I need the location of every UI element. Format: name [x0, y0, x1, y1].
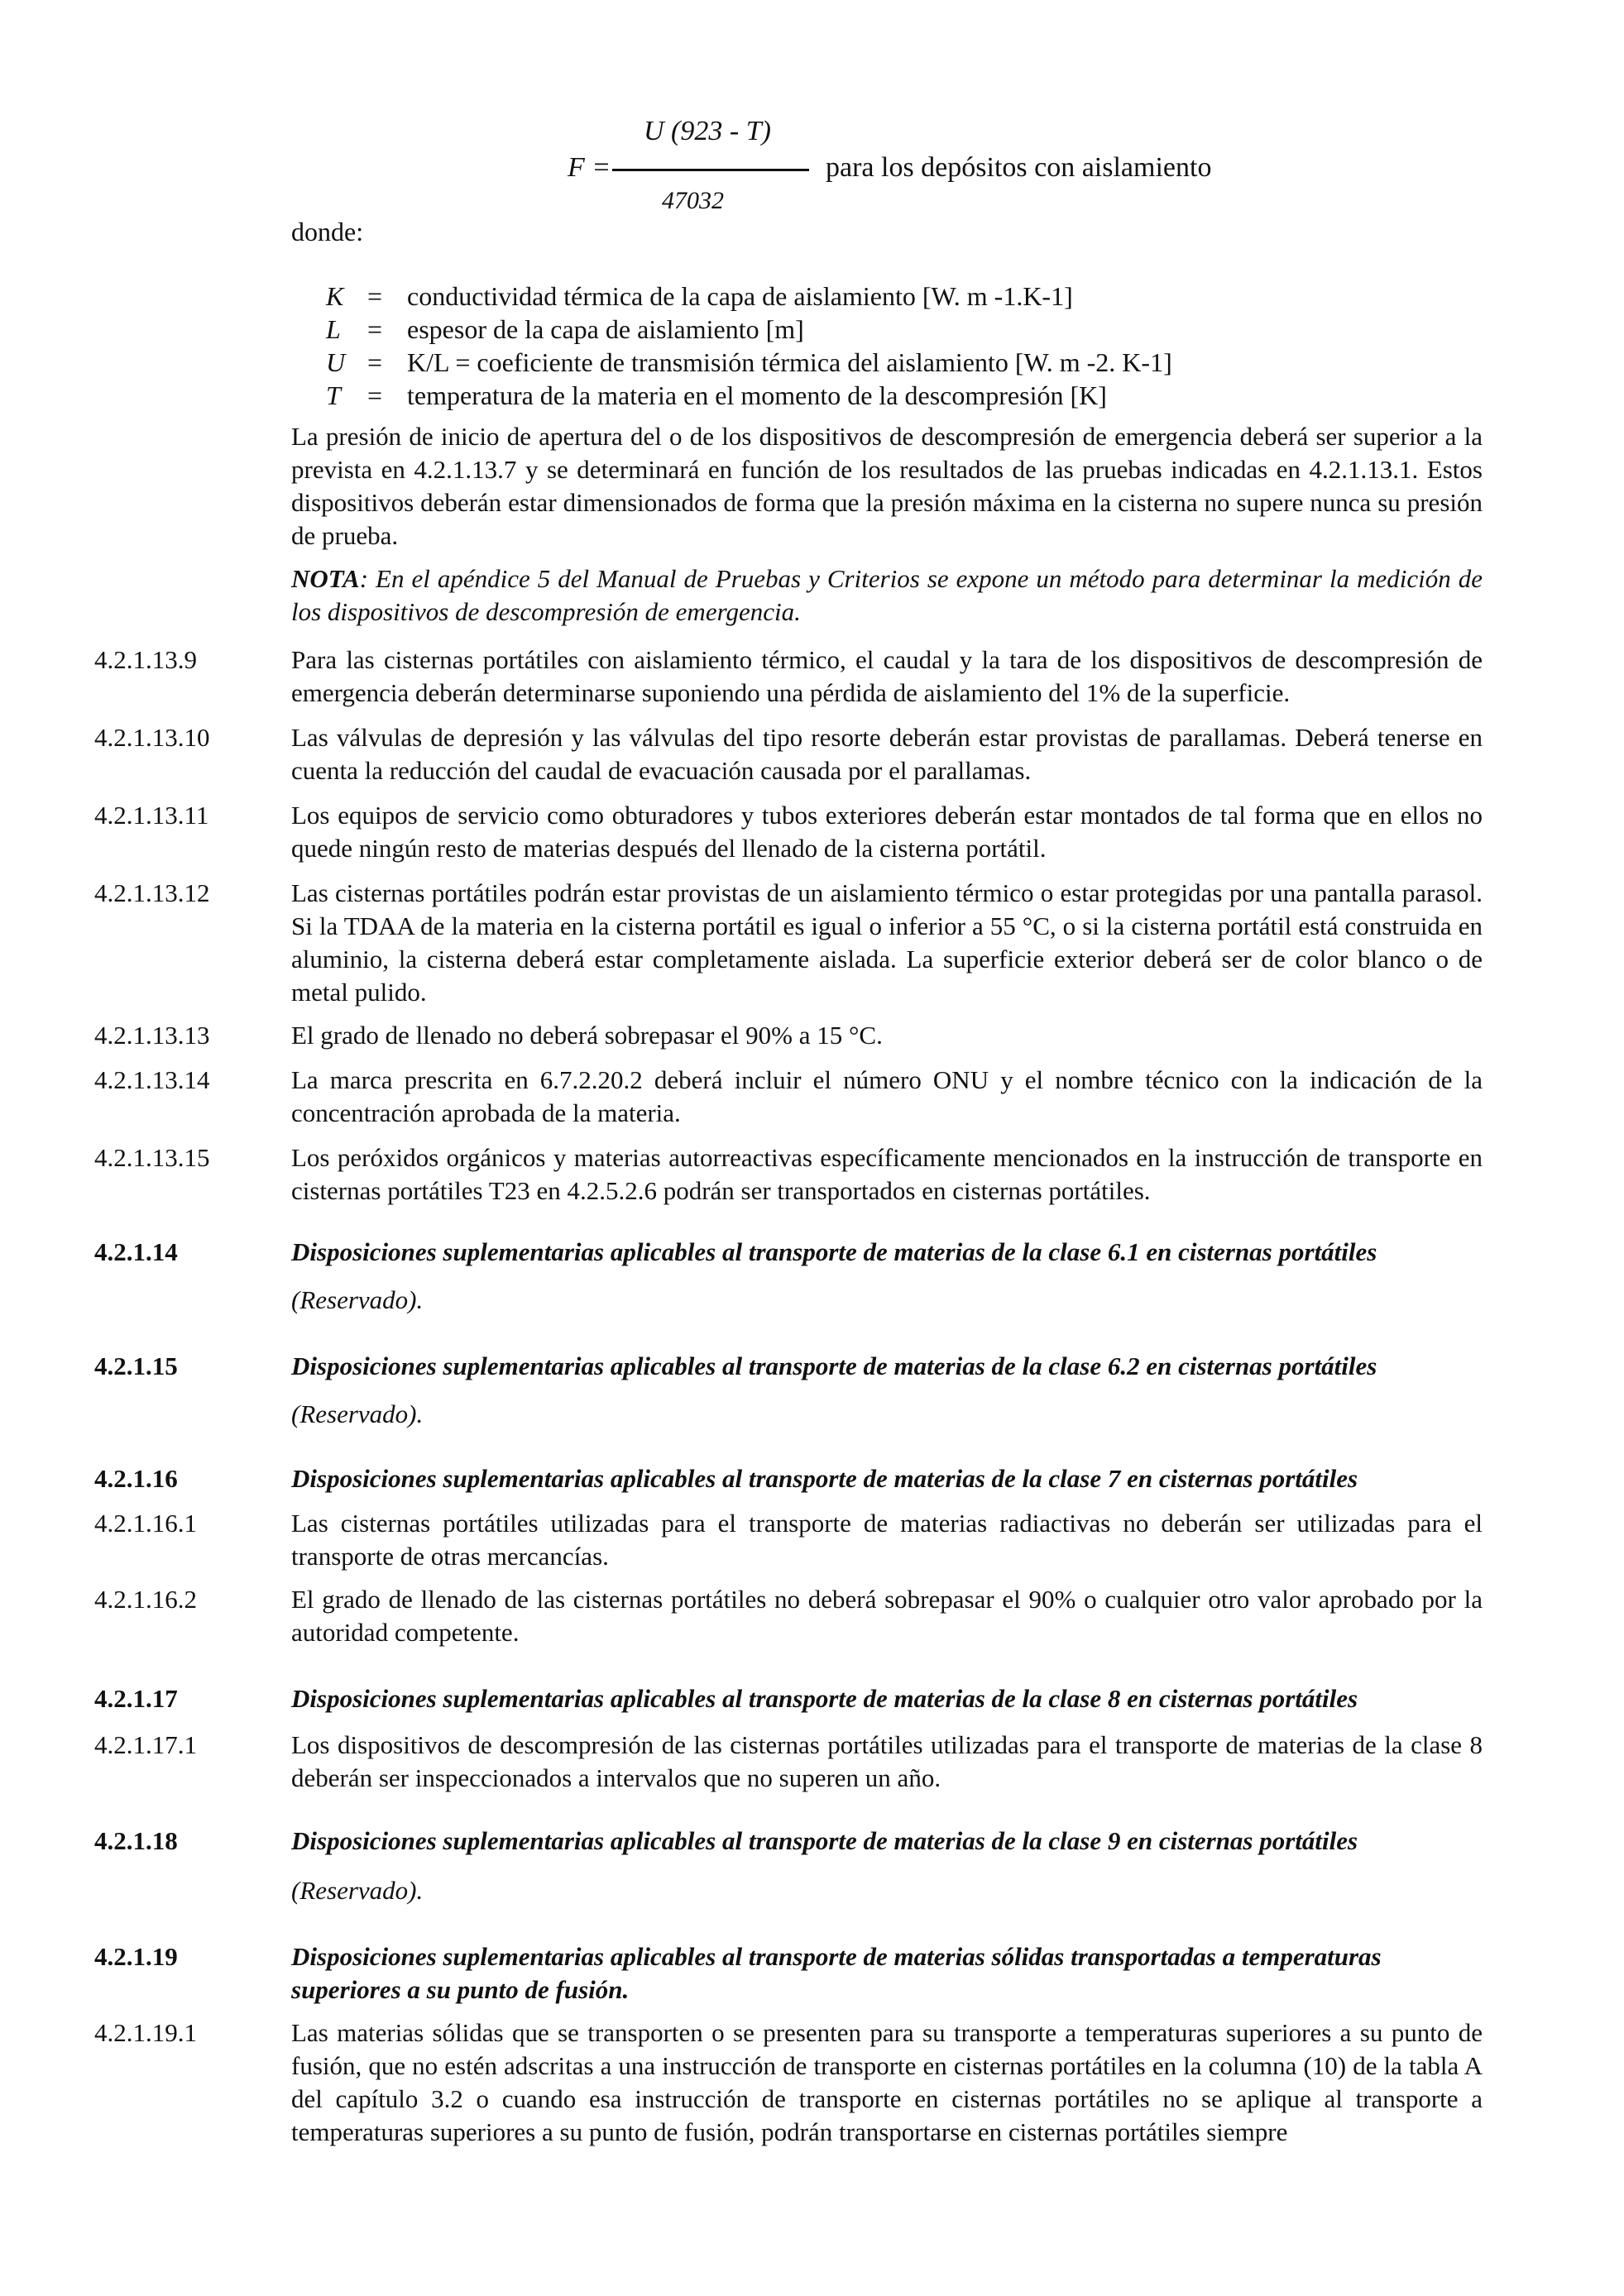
formula-condition: para los depósitos con aislamiento	[826, 152, 1212, 183]
section-number: 4.2.1.14	[94, 1237, 178, 1266]
formula-lhs: F =	[568, 152, 611, 183]
clause-number: 4.2.1.16.2	[94, 1585, 197, 1614]
clause-4-2-1-13-14	[94, 1064, 1483, 1130]
clause-number: 4.2.1.13.13	[94, 1021, 210, 1050]
clause-text: Los peróxidos orgánicos y materias autorreactivas específicamente mencionados en la instrucción de transporte en cisternas portátiles T23 en 4.2.5.2.6 podrán ser transportados en cisternas portátiles.	[291, 1143, 1483, 1205]
clause-number: 4.2.1.13.11	[94, 801, 209, 830]
clause-text: Las materias sólidas que se transporten o se presenten para su transporte a temperaturas superiores a su punto de fusión, que no estén adscritas a una instrucción de transporte en cisternas portátiles en la columna (10) de la tabla A del capítulo 3.2 o cuando esa instrucción de transporte en cisternas portátiles no se aplique al transporte a temperaturas superiores a su punto de fusión, podrán transportarse en cisternas portátiles siempre	[291, 2018, 1483, 2146]
section-4-2-1-15	[94, 1350, 1483, 1383]
formula-denominator: 47032	[662, 187, 724, 214]
variable-symbol: T	[326, 380, 341, 410]
clause-text: Para las cisternas portátiles con aislamiento térmico, el caudal y la tara de los dispositivos de descompresión de emergencia deberán determinarse suponiendo una pérdida de aislamiento del 1% de la superficie.	[291, 645, 1483, 707]
formula	[0, 0, 1624, 215]
reserved-note: (Reservado).	[291, 1285, 424, 1314]
formula-numerator: U (923 - T)	[644, 116, 771, 146]
variable-description: K/L = coeficiente de transmisión térmica del aislamiento [W. m -2. K-1]	[407, 347, 1172, 377]
clause-4-2-1-16-1	[94, 1507, 1483, 1573]
clause-text: Los dispositivos de descompresión de las cisternas portátiles utilizadas para el transporte de materias de la clase 8 deberán ser inspeccionados a intervalos que no superen un año.	[291, 1730, 1483, 1792]
section-title: Disposiciones suplementarias aplicables al transporte de materias de la clase 6.1 en cisternas portátiles	[291, 1237, 1377, 1266]
clause-number: 4.2.1.13.15	[94, 1143, 210, 1172]
clause-text: La marca prescrita en 6.7.2.20.2 deberá incluir el número ONU y el nombre técnico con la indicación de la concentración aprobada de la materia.	[291, 1065, 1483, 1127]
paragraph-relief-pressure: La presión de inicio de apertura del o de los dispositivos de descompresión de emergencia deberá ser superior a la prevista en 4.2.1.13.7 y se determinará en función de los resultados de las pruebas indicadas en 4.2.1.13.1. Estos dispositivos deberán estar dimensionados de forma que la presión máxima en la cisterna no supere nunca su presión de prueba.	[291, 422, 1483, 550]
variable-description: temperatura de la materia en el momento de la descompresión [K]	[407, 380, 1107, 410]
variable-equals: =	[367, 314, 383, 344]
section-title: Disposiciones suplementarias aplicables al transporte de materias sólidas transportadas a temperaturas superiores a su punto de fusión.	[291, 1942, 1382, 2004]
variable-symbol: U	[326, 347, 346, 377]
where-label: donde:	[291, 217, 364, 246]
note-label: NOTA	[291, 564, 360, 593]
variable-symbol: K	[326, 281, 344, 311]
reserved-note: (Reservado).	[291, 1399, 424, 1428]
variable-row	[326, 379, 1534, 412]
clause-4-2-1-13-11	[94, 799, 1483, 865]
section-4-2-1-16	[94, 1462, 1483, 1495]
clause-4-2-1-13-10	[94, 721, 1483, 787]
section-number: 4.2.1.16	[94, 1464, 178, 1493]
section-title: Disposiciones suplementarias aplicables al transporte de materias de la clase 8 en cisternas portátiles	[291, 1684, 1358, 1713]
clause-number: 4.2.1.19.1	[94, 2018, 197, 2047]
fraction-bar	[612, 169, 809, 171]
section-title: Disposiciones suplementarias aplicables al transporte de materias de la clase 7 en cisternas portátiles	[291, 1464, 1358, 1493]
clause-4-2-1-13-9	[94, 643, 1483, 710]
clause-number: 4.2.1.16.1	[94, 1509, 197, 1538]
clause-4-2-1-13-13	[94, 1019, 1483, 1052]
clause-4-2-1-19-1	[94, 2016, 1483, 2149]
section-4-2-1-19	[94, 1940, 1483, 2007]
section-4-2-1-18	[94, 1825, 1483, 1858]
variable-equals: =	[367, 380, 383, 410]
clause-number: 4.2.1.13.12	[94, 878, 210, 907]
clause-text: Las válvulas de depresión y las válvulas del tipo resorte deberán estar provistas de parallamas. Deberá tenerse en cuenta la reducción del caudal de evacuación causada por el parallamas.	[291, 723, 1483, 785]
variable-list	[326, 280, 1534, 412]
variable-equals: =	[367, 281, 383, 311]
section-title: Disposiciones suplementarias aplicables al transporte de materias de la clase 6.2 en cisternas portátiles	[291, 1351, 1377, 1380]
clause-text: El grado de llenado de las cisternas portátiles no deberá sobrepasar el 90% o cualquier otro valor aprobado por la autoridad competente.	[291, 1585, 1483, 1647]
note-text: : En el apéndice 5 del Manual de Pruebas y Criterios se expone un método para determinar la medición de los dispositivos de descompresión de emergencia.	[291, 564, 1483, 626]
variable-equals: =	[367, 347, 383, 377]
variable-description: conductividad térmica de la capa de aislamiento [W. m -1.K-1]	[407, 281, 1073, 311]
section-number: 4.2.1.19	[94, 1942, 178, 1971]
variable-row	[326, 346, 1534, 379]
variable-row	[326, 313, 1534, 346]
section-number: 4.2.1.17	[94, 1684, 178, 1713]
variable-symbol: L	[326, 314, 341, 344]
clause-4-2-1-17-1	[94, 1729, 1483, 1795]
section-4-2-1-14	[94, 1236, 1483, 1269]
clause-text: Las cisternas portátiles utilizadas para el transporte de materias radiactivas no deberán ser utilizadas para el transporte de otras mercancías.	[291, 1509, 1483, 1571]
clause-text: Los equipos de servicio como obturadores y tubos exteriores deberán estar montados de tal forma que en ellos no quede ningún resto de materias después del llenado de la cisterna portátil.	[291, 801, 1483, 863]
section-number: 4.2.1.18	[94, 1826, 178, 1855]
clause-text: Las cisternas portátiles podrán estar provistas de un aislamiento térmico o estar protegidas por una pantalla parasol. Si la TDAA de la materia en la cisterna portátil es igual o inferior a 55 °C, o si la cisterna portátil está construida en aluminio, la cisterna deberá estar completamente aislada. La superficie exterior deberá ser de color blanco o de metal pulido.	[291, 878, 1483, 1007]
clause-number: 4.2.1.13.10	[94, 723, 210, 752]
clause-number: 4.2.1.13.14	[94, 1065, 210, 1094]
clause-4-2-1-13-12	[94, 877, 1483, 1009]
section-number: 4.2.1.15	[94, 1351, 178, 1380]
clause-text: El grado de llenado no deberá sobrepasar el 90% a 15 °C.	[291, 1021, 883, 1050]
note	[291, 562, 1483, 629]
clause-number: 4.2.1.13.9	[94, 645, 197, 674]
clause-4-2-1-13-15	[94, 1141, 1483, 1208]
section-4-2-1-17	[94, 1682, 1483, 1715]
section-title: Disposiciones suplementarias aplicables al transporte de materias de la clase 9 en cisternas portátiles	[291, 1826, 1358, 1855]
variable-description: espesor de la capa de aislamiento [m]	[407, 314, 804, 344]
clause-4-2-1-16-2	[94, 1583, 1483, 1649]
reserved-note: (Reservado).	[291, 1876, 424, 1905]
clause-number: 4.2.1.17.1	[94, 1730, 197, 1759]
variable-row	[326, 280, 1534, 313]
